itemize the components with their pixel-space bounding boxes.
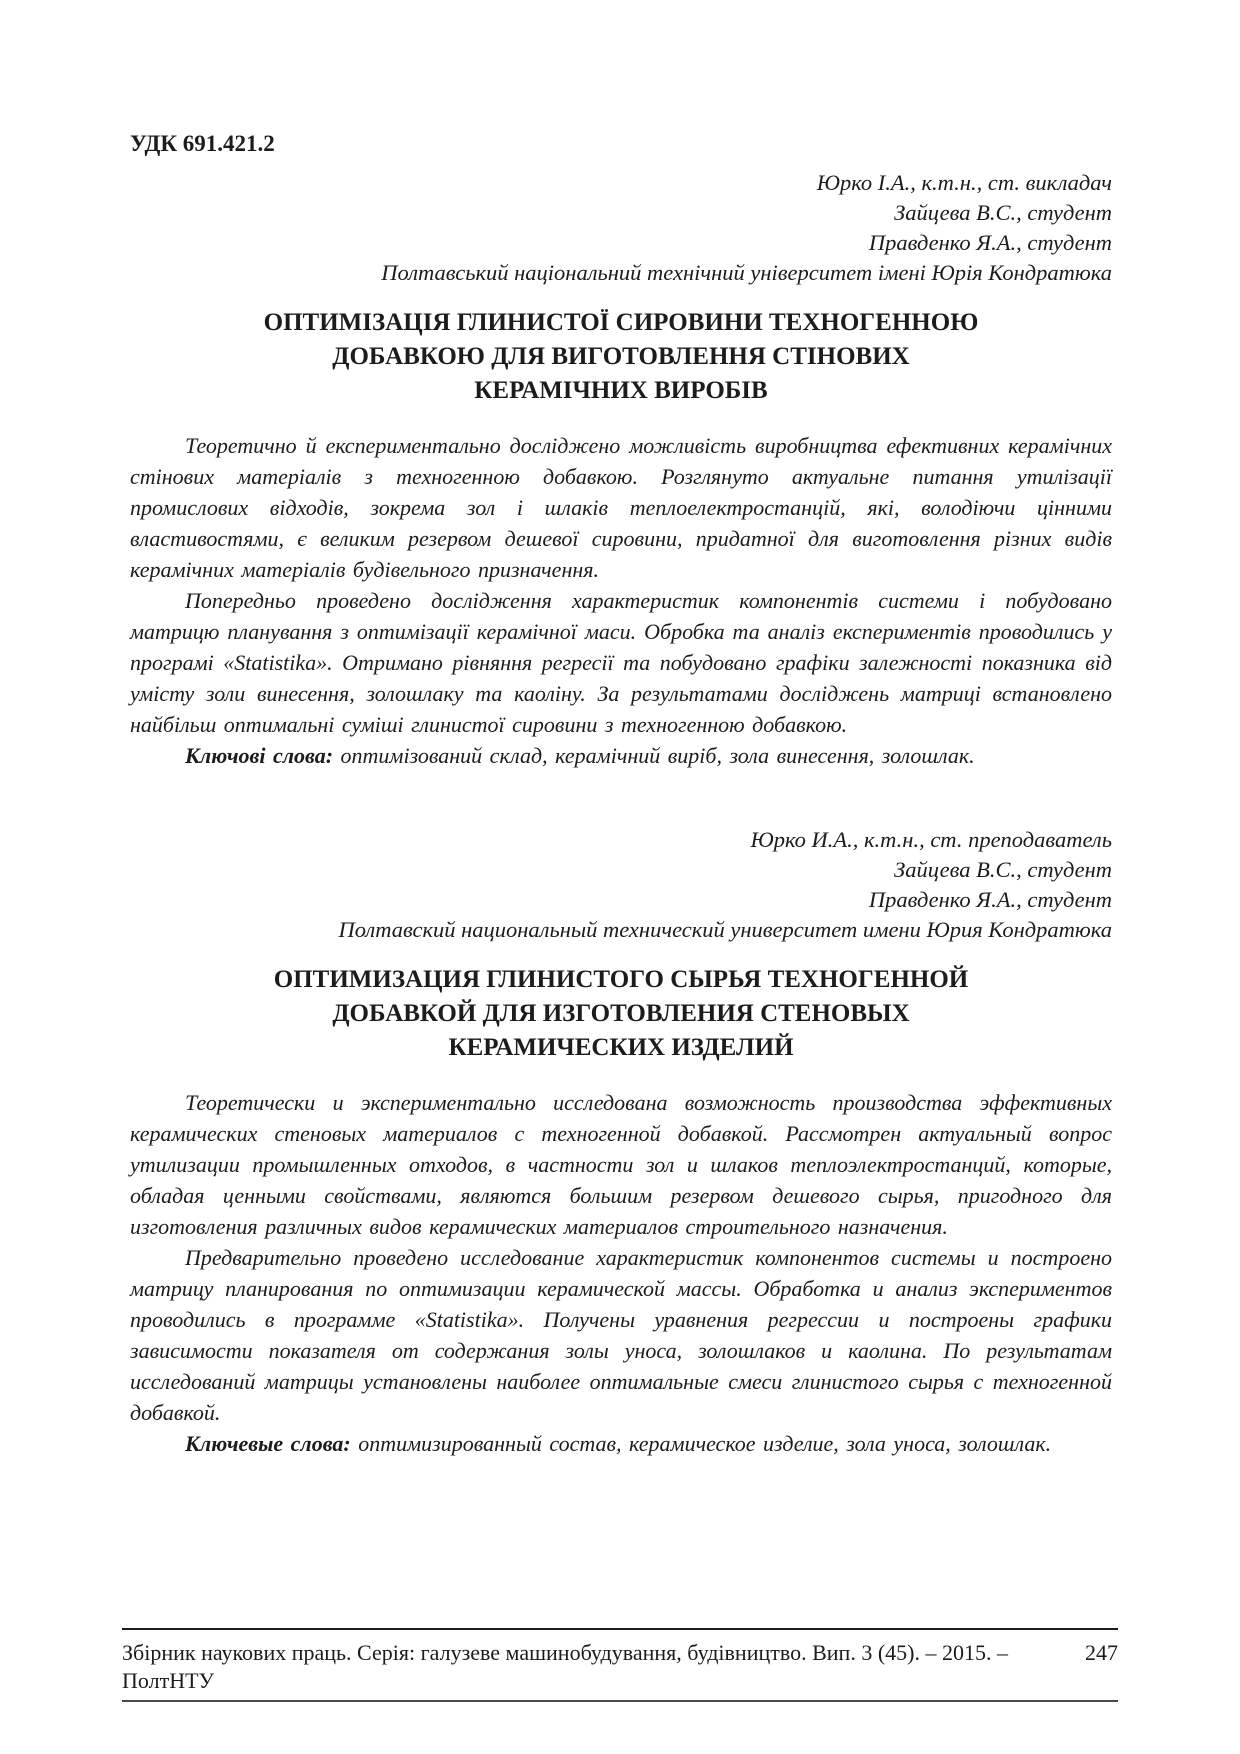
- authors-block-ua: [130, 168, 1112, 288]
- journal-footer: [122, 1628, 1118, 1695]
- title-line: ОПТИМИЗАЦИЯ ГЛИНИСТОГО СЫРЬЯ ТЕХНОГЕННОЙ: [273, 966, 969, 993]
- author-line: Юрко І.А., к.т.н., ст. викладач: [816, 170, 1112, 195]
- keywords-text-ru: оптимизированный состав, керамическое изделие, зола уноса, золошлак.: [350, 1431, 1052, 1456]
- author-line: Зайцева В.С., студент: [894, 857, 1112, 882]
- author-line: Правденко Я.А., студент: [868, 230, 1112, 255]
- page-number: 247: [1085, 1640, 1118, 1665]
- abstract-paragraph-ru-1: Теоретически и экспериментально исследована возможность производства эффективных керамических стеновых материалов с техногенной добавкой. Рассмотрен актуальный вопрос утилизации промышленных отходов, в частности зол и шлаков теплоэлектростанций, которые, обладая ценными свойствами, являются большим резервом дешевого сырья, пригодного для изготовления различных видов керамических материалов строительного назначения.: [130, 1090, 1112, 1239]
- keywords-label-ru: Ключевые слова:: [185, 1431, 351, 1456]
- author-line: Правденко Я.А., студент: [868, 887, 1112, 912]
- article-title-ru: [130, 963, 1112, 1065]
- authors-block-ru: [130, 825, 1112, 945]
- section-russian: [130, 825, 1112, 1459]
- abstract-paragraph-ua-2: Попередньо проведено дослідження характеристик компонентів системи і побудовано матрицю планування з оптимізації керамічної маси. Обробка та аналіз експериментів проводились у програмі «Statistika». Отримано рівняння регресії та побудовано графіки залежності показника від умісту золи винесення, золошлаку та каоліну. За результатами досліджень матриці встановлено найбільш оптимальні суміші глинистої сировини з техногенною добавкою.: [130, 588, 1112, 737]
- affiliation-line: Полтавский национальный технический университет имени Юрия Кондратюка: [338, 917, 1112, 942]
- author-line: Зайцева В.С., студент: [894, 200, 1112, 225]
- keywords-ru: [130, 1428, 1112, 1459]
- keywords-ua: [130, 740, 1112, 771]
- keywords-label-ua: Ключові слова:: [185, 743, 334, 768]
- footer-citation: Збірник наукових праць. Серія: галузеве машинобудування, будівництво. Вип. 3 (45). – 2015. – ПолтНТУ: [122, 1640, 1008, 1693]
- title-line: ДОБАВКОЙ ДЛЯ ИЗГОТОВЛЕНИЯ СТЕНОВЫХ: [332, 1000, 910, 1027]
- affiliation-line: Полтавський національний технічний університет імені Юрія Кондратюка: [381, 260, 1112, 285]
- keywords-text-ua: оптимізований склад, керамічний виріб, зола винесення, золошлак.: [333, 743, 975, 768]
- author-line: Юрко И.А., к.т.н., ст. преподаватель: [750, 827, 1112, 852]
- udc-code: УДК 691.421.2: [130, 131, 275, 156]
- abstract-paragraph-ua-1: Теоретично й експериментально досліджено можливість виробництва ефективних керамічних стінових матеріалів з техногенною добавкою. Розглянуто актуальне питання утилізації промислових відходів, зокрема зол і шлаків теплоелектростанцій, які, володіючи цінними властивостями, є великим резервом дешевої сировини, придатної для виготовлення різних видів керамічних матеріалів будівельного призначення.: [130, 433, 1112, 582]
- title-line: КЕРАМІЧНИХ ВИРОБІВ: [474, 377, 768, 404]
- title-line: ОПТИМІЗАЦІЯ ГЛИНИСТОЇ СИРОВИНИ ТЕХНОГЕННОЮ: [263, 309, 979, 336]
- section-ukrainian: [130, 168, 1112, 771]
- title-line: ДОБАВКОЮ ДЛЯ ВИГОТОВЛЕННЯ СТІНОВИХ: [332, 343, 910, 370]
- title-line: КЕРАМИЧЕСКИХ ИЗДЕЛИЙ: [448, 1034, 794, 1061]
- abstract-paragraph-ru-2: Предварительно проведено исследование характеристик компонентов системы и построено матрицу планирования по оптимизации керамической массы. Обработка и анализ экспериментов проводились в программе «Statistika». Получены уравнения регрессии и построены графики зависимости показателя от содержания золы уноса, золошлаков и каолина. По результатам исследований матрицы установлены наиболее оптимальные смеси глинистого сырья с техногенной добавкой.: [130, 1245, 1112, 1425]
- article-title-ua: [130, 306, 1112, 408]
- bottom-rule: [122, 1700, 1118, 1702]
